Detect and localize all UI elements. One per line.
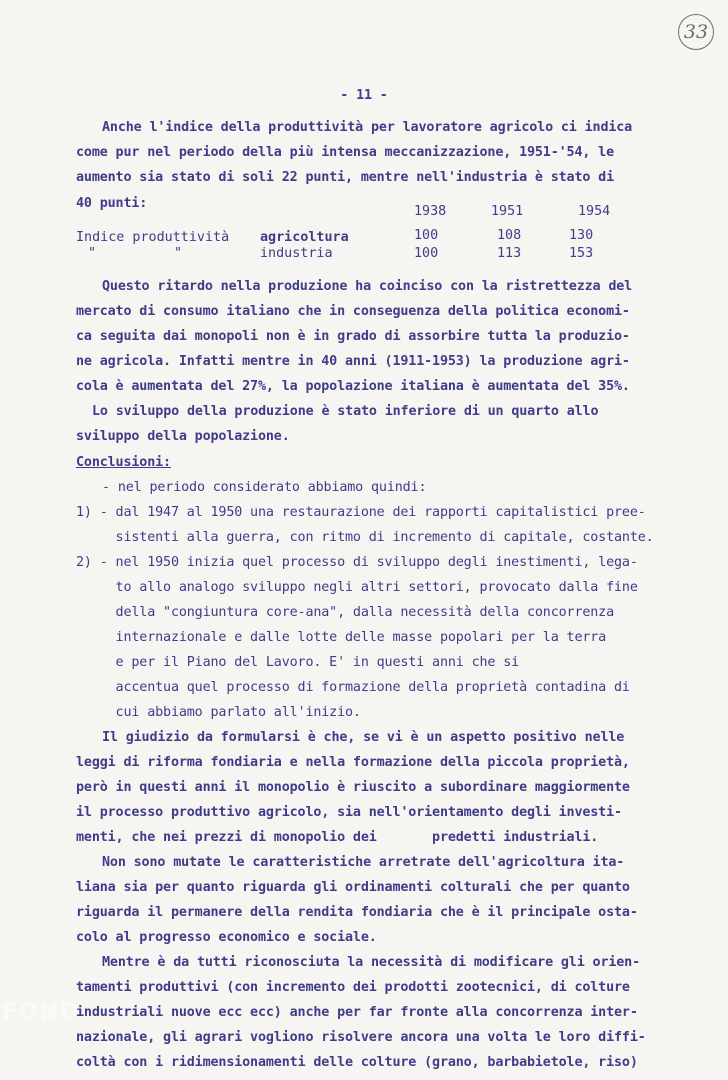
para4-line: industriali nuove ecc ecc) anche per far fronte alla concorrenza inter- <box>76 1005 638 1020</box>
table-cell: 100 <box>414 246 439 261</box>
page-number: - 11 - <box>340 88 388 103</box>
intro-line-2: come pur nel periodo della più intensa meccanizzazione, 1951-'54, le <box>76 145 615 160</box>
year-header: 1938 <box>414 204 447 219</box>
table-cell: 130 <box>569 228 594 243</box>
para4-line: Mentre è da tutti riconosciuta la necessità di modificare gli orien- <box>102 955 641 970</box>
para1-line: sviluppo della popolazione. <box>76 429 290 444</box>
table-cell: 113 <box>497 246 522 261</box>
para2-line: però in questi anni il monopolio è riuscito a subordinare maggiormente <box>76 780 630 795</box>
para1-line: Lo sviluppo della produzione è stato inferiore di un quarto allo <box>92 404 599 419</box>
table-cell: 108 <box>497 228 522 243</box>
conclusion-line: - nel periodo considerato abbiamo quindi: <box>102 480 427 495</box>
table-cell: 153 <box>569 246 594 261</box>
para1-line: cola è aumentata del 27%, la popolazione italiana è aumentata del 35%. <box>76 379 630 394</box>
para1-line: ca seguita dai monopoli non è in grado di assorbire tutta la produzio- <box>76 329 630 344</box>
para3-line: liana sia per quanto riguarda gli ordinamenti colturali che per quanto <box>76 880 630 895</box>
ditto-mark: " <box>174 246 183 261</box>
conclusion-line: to allo analogo sviluppo negli altri settori, provocato dalla fine <box>76 580 638 595</box>
intro-line-1: Anche l'indice della produttività per lavoratore agricolo ci indica <box>102 120 633 135</box>
para4-line: nazionale, gli agrari vogliono risolvere ancora una volta le loro diffi- <box>76 1030 646 1045</box>
para2-line: il processo produttivo agricolo, sia nell'orientamento degli investi- <box>76 805 622 820</box>
conclusion-line: e per il Piano del Lavoro. E' in questi anni che si <box>76 655 520 670</box>
year-header: 1951 <box>491 204 524 219</box>
sector-label: agricoltura <box>260 230 349 245</box>
para3-line: riguarda il permanere della rendita fondiaria che è il principale osta- <box>76 905 638 920</box>
para1-line: Questo ritardo nella produzione ha coinciso con la ristrettezza del <box>102 279 633 294</box>
para2-line: menti, che nei prezzi di monopolio dei predetti industriali. <box>76 830 599 845</box>
archive-watermark: FOND <box>2 1000 81 1025</box>
intro-line-4: 40 punti: <box>76 196 148 211</box>
row-label: Indice produttività <box>76 230 230 245</box>
conclusion-line: 2) - nel 1950 inizia quel processo di sviluppo degli inestimenti, lega- <box>76 555 638 570</box>
conclusion-line: cui abbiamo parlato all'inizio. <box>76 705 361 720</box>
para1-line: mercato di consumo italiano che in conseguenza della politica economi- <box>76 304 630 319</box>
para3-line: colo al progresso economico e sociale. <box>76 930 377 945</box>
conclusion-line: sistenti alla guerra, con ritmo di incremento di capitale, costante. <box>76 530 654 545</box>
para1-line: ne agricola. Infatti mentre in 40 anni (1911-1953) la produzione agri- <box>76 354 630 369</box>
intro-line-3: aumento sia stato di soli 22 punti, mentre nell'industria è stato di <box>76 170 615 185</box>
para2-line: leggi di riforma fondiaria e nella formazione della piccola proprietà, <box>76 755 630 770</box>
conclusion-line: accentua quel processo di formazione della proprietà contadina di <box>76 680 630 695</box>
para4-line: tamenti produttivi (con incremento dei prodotti zootecnici, di colture <box>76 980 630 995</box>
ditto-mark: " <box>88 246 97 261</box>
year-header: 1954 <box>578 204 611 219</box>
conclusion-line: 1) - dal 1947 al 1950 una restaurazione dei rapporti capitalistici pree- <box>76 505 646 520</box>
conclusions-heading: Conclusioni: <box>76 455 171 470</box>
conclusion-line: della "congiuntura core-ana", dalla necessità della concorrenza <box>76 605 615 620</box>
para4-line: coltà con i ridimensionamenti delle colture (grano, barbabietole, riso) <box>76 1055 638 1070</box>
para3-line: Non sono mutate le caratteristiche arretrate dell'agricoltura ita- <box>102 855 625 870</box>
conclusion-line: internazionale e dalle lotte delle masse popolari per la terra <box>76 630 607 645</box>
sector-label: industria <box>260 246 333 261</box>
handwritten-page-mark: 33 <box>678 14 714 50</box>
para2-line: Il giudizio da formularsi è che, se vi è un aspetto positivo nelle <box>102 730 625 745</box>
table-cell: 100 <box>414 228 439 243</box>
